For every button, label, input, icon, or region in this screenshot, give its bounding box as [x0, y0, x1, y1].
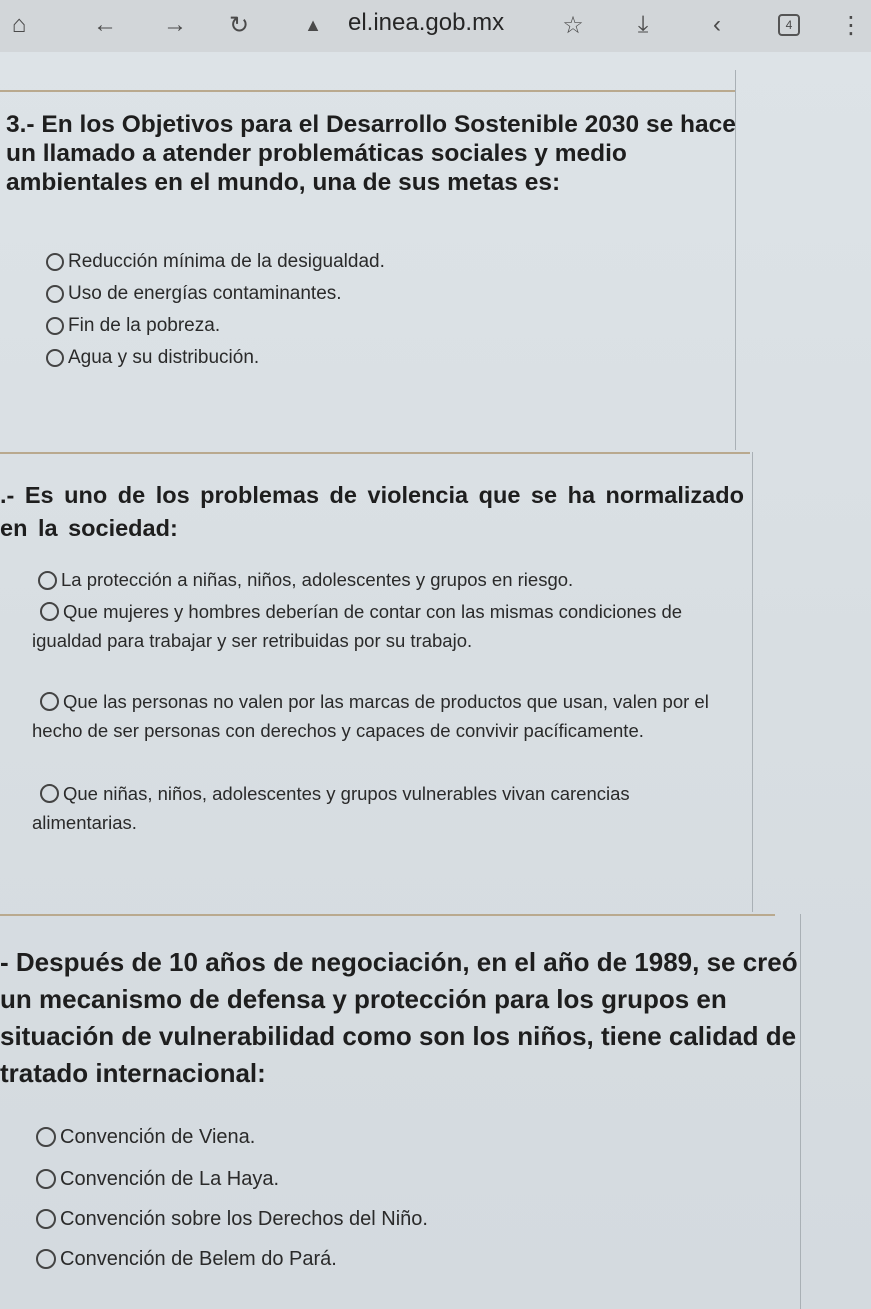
radio-button[interactable]: [46, 285, 64, 303]
warning-icon[interactable]: ▲: [304, 14, 322, 35]
question-3-prompt: 3.- En los Objetivos para el Desarrollo Sostenible 2030 se hace un llamado a atender problemáticas sociales y medio ambientales en el mundo, una de sus metas es:: [6, 111, 736, 196]
tab-count-badge: 4: [778, 14, 800, 36]
radio-button[interactable]: [40, 602, 59, 621]
share-icon[interactable]: ‹: [713, 11, 721, 38]
question-5-divider: [0, 914, 775, 916]
question-3-option-4[interactable]: [46, 346, 726, 370]
question-3-option-1[interactable]: [46, 250, 726, 274]
radio-button[interactable]: [40, 784, 59, 803]
back-icon[interactable]: ←: [93, 11, 117, 38]
option-label: Agua y su distribución.: [68, 347, 260, 368]
question-5-option-1[interactable]: [36, 1124, 736, 1150]
question-5-card-edge: [800, 914, 801, 1309]
browser-toolbar: [0, 0, 871, 52]
radio-button[interactable]: [46, 317, 64, 335]
option-label: Convención de La Haya.: [60, 1168, 280, 1190]
question-5-prompt: - Después de 10 años de negociación, en el año de 1989, se creó un mecanismo de defensa y protección para los grupos en situación de vulnerabilidad como son los niños, tiene calidad de tratado internacional:: [0, 947, 798, 1088]
quiz-page: [0, 52, 871, 1309]
forward-icon[interactable]: →: [163, 11, 187, 38]
option-label: La protección a niñas, niños, adolescentes y grupos en riesgo.: [61, 569, 574, 590]
radio-button[interactable]: [36, 1169, 56, 1189]
option-label: Convención de Belem do Pará.: [60, 1248, 337, 1270]
address-bar-url[interactable]: el.inea.gob.mx: [348, 9, 505, 36]
option-text: Que mujeres y hombres deberían de contar con las mismas condiciones de igualdad para trabajar y ser retribuidas por su trabajo.: [32, 601, 683, 651]
question-3-divider: [0, 90, 735, 92]
option-label: Fin de la pobreza.: [68, 315, 221, 336]
question-5-option-3[interactable]: [36, 1206, 736, 1232]
radio-button[interactable]: [36, 1249, 56, 1269]
option-label: Convención sobre los Derechos del Niño.: [60, 1208, 428, 1230]
home-icon[interactable]: ⌂: [11, 11, 27, 38]
question-4-option-2[interactable]: [32, 597, 712, 655]
question-3-option-3[interactable]: [46, 314, 726, 338]
menu-icon[interactable]: ⋮: [839, 11, 863, 39]
radio-button[interactable]: [46, 253, 64, 271]
radio-button[interactable]: [36, 1209, 56, 1229]
radio-button[interactable]: [40, 692, 59, 711]
reload-icon[interactable]: ↻: [228, 11, 250, 39]
option-label: Reducción mínima de la desigualdad.: [68, 251, 385, 272]
radio-button[interactable]: [38, 571, 57, 590]
option-text: Que las personas no valen por las marcas de productos que usan, valen por el hecho de ser personas con derechos y capaces de convivir pacíficamente.: [32, 691, 709, 741]
question-4-divider: [0, 452, 750, 454]
question-5-option-4[interactable]: [36, 1246, 736, 1272]
question-4-option-3[interactable]: [32, 687, 752, 745]
question-4-prompt: .- Es uno de los problemas de violencia que se ha normalizado en la sociedad:: [0, 482, 744, 541]
star-icon[interactable]: ☆: [562, 11, 584, 39]
option-label: Uso de energías contaminantes.: [68, 283, 342, 304]
question-4-card-edge: [752, 452, 753, 912]
radio-button[interactable]: [46, 349, 64, 367]
download-icon[interactable]: ⤓: [637, 11, 649, 38]
radio-button[interactable]: [36, 1127, 56, 1147]
tabs-icon[interactable]: [772, 8, 806, 42]
option-label: [32, 687, 747, 745]
question-5-option-2[interactable]: [36, 1166, 736, 1192]
option-label: Convención de Viena.: [60, 1126, 256, 1148]
option-label: [32, 779, 712, 837]
question-4-option-1[interactable]: [38, 565, 753, 595]
option-text: Que niñas, niños, adolescentes y grupos vulnerables vivan carencias alimentarias.: [32, 783, 630, 833]
question-4-option-4[interactable]: [32, 779, 732, 837]
option-label: [32, 597, 712, 655]
question-3-option-2[interactable]: [46, 282, 726, 306]
